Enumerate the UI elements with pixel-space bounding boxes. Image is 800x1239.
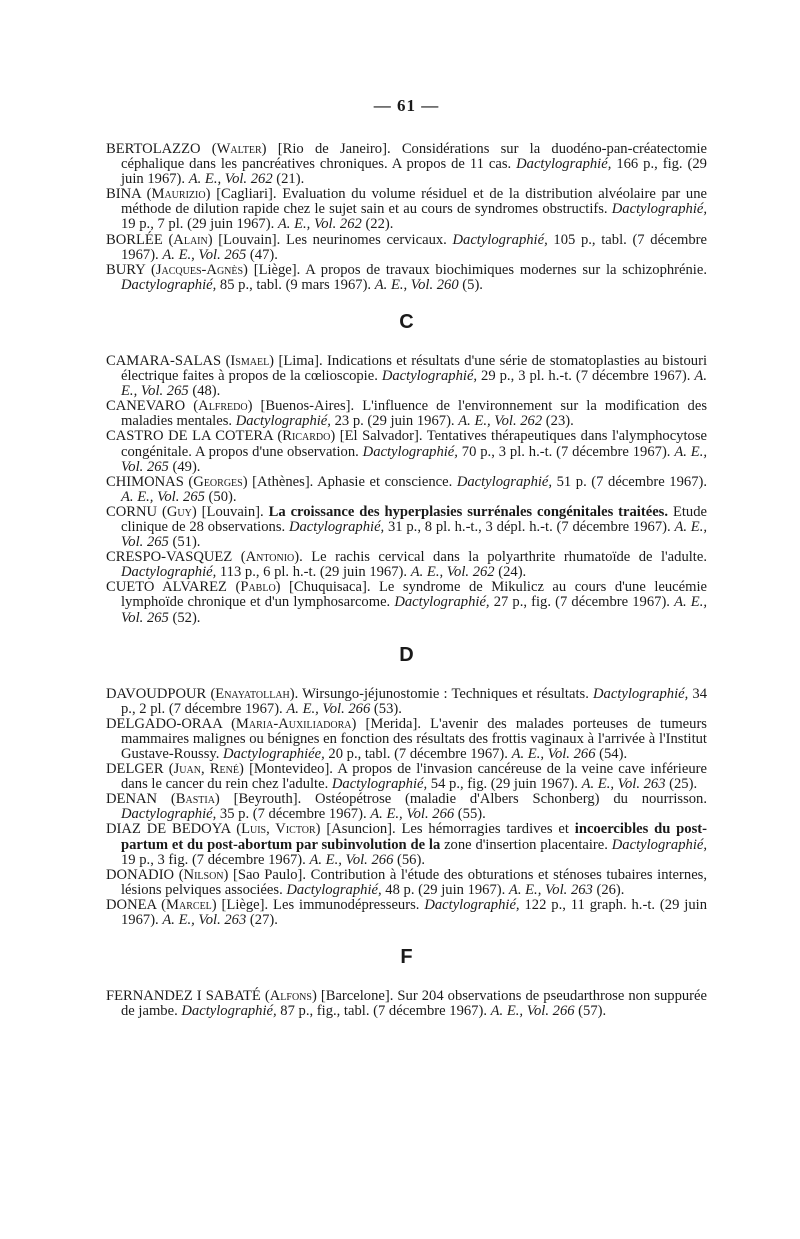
entry-text: BORLÉE (106, 231, 169, 248)
author-firstname: (Alfredo) (193, 398, 253, 415)
entry-text: (27). (246, 912, 278, 929)
author-firstname: (Enayatollah) (210, 685, 295, 702)
entry-text: 27 p., fig. (7 décembre 1967). (489, 594, 675, 611)
italic-text: Dactylographié, (331, 776, 428, 793)
bibliography-entry (106, 142, 707, 187)
entry-text: (57). (574, 1003, 607, 1020)
bibliography-entry (106, 762, 707, 792)
bibliography-list (106, 142, 707, 1019)
entry-text: [Beyrouth]. Ostéopétrose (maladie d'Albers Schonberg) du nourrisson. (219, 791, 707, 808)
entry-text: [Chuquisaca]. Le syndrome de Mikulicz au cours d'une leucémie lymphoïde chronique et d'un lymphosarcome. (121, 579, 707, 611)
entry-text: 70 p., 3 pl. h.-t. (7 décembre 1967). (457, 443, 675, 460)
entry-text: 35 p. (7 décembre 1967). (216, 806, 371, 823)
entry-text: (49). (168, 458, 201, 475)
italic-text: Dactylographié, (424, 896, 520, 913)
entry-text: [Lima]. Indications et résultats d'une série de stomatoplasties au bistouri électrique faites à propos de la cœlioscopie. (121, 352, 707, 385)
author-firstname: (Alfons) (264, 988, 317, 1005)
bibliography-entry (106, 399, 707, 429)
italic-text: Dactylographié, (181, 1003, 277, 1020)
section-letter-heading: F (400, 946, 413, 969)
bibliography-entry (106, 263, 707, 293)
entry-text: [Louvain]. Les neurinomes cervicaux. (212, 231, 453, 248)
entry-text: [Liège]. Les immunodépresseurs. (216, 896, 425, 913)
italic-text: A. E., Vol. 265 (162, 246, 247, 263)
entry-text: CUETO ALVAREZ (106, 579, 236, 596)
entry-text: zone d'insertion placentaire. (440, 836, 612, 853)
italic-text: Dactylographié, (121, 564, 217, 581)
bibliography-entry (106, 580, 707, 625)
bibliography-entry (106, 429, 707, 474)
author-firstname: (Juan, René) (168, 761, 244, 778)
entry-text: [Sao Paulo]. Contribution à l'étude des obturations et sténoses tubaires internes, lésions pelviques associées. (121, 866, 707, 898)
entry-text: 20 p., tabl. (7 décembre 1967). (324, 746, 512, 762)
italic-text: A. E., Vol. 265 (121, 594, 707, 626)
italic-text: A. E., Vol. 263 (162, 912, 247, 929)
italic-text: A. E., Vol. 263 (581, 776, 666, 793)
entry-text: 105 p., tabl. (7 décembre 1967). (121, 231, 707, 263)
italic-text: A. E., Vol. 266 (309, 851, 394, 868)
author-firstname: (Jacques-Agnès) (151, 261, 248, 278)
bibliography-entry (106, 898, 707, 928)
entry-text: 54 p., fig. (29 juin 1967). (427, 776, 582, 793)
entry-text: CRESPO-VASQUEZ (106, 549, 241, 566)
italic-text: Dactylographié, (288, 518, 385, 535)
italic-text: Dactylographié, (362, 443, 458, 460)
author-firstname: (Marcel) (161, 896, 217, 913)
entry-text: DONEA (106, 896, 162, 913)
italic-text: Dactylographié, (611, 836, 707, 853)
author-firstname: (Alain) (168, 231, 213, 248)
entry-text: DELGADO-ORAA (106, 715, 232, 732)
entry-text: CASTRO DE LA COTERA (106, 428, 278, 445)
entry-text: 166 p., fig. (29 juin 1967). (121, 156, 707, 188)
italic-text: A. E., Vol. 266 (490, 1003, 575, 1020)
entry-text: 48 p. (29 juin 1967). (381, 881, 509, 898)
italic-text: Dactylographié, (516, 156, 612, 173)
entry-text: (55). (454, 806, 486, 823)
section-c (106, 311, 707, 626)
entry-text: DONADIO (106, 866, 179, 883)
italic-text: A. E., Vol. 265 (121, 443, 707, 475)
entry-text: 51 p. (7 décembre 1967). (552, 473, 707, 490)
author-firstname: (Bastia) (170, 791, 220, 808)
entry-text: 85 p., tabl. (9 mars 1967). (216, 276, 375, 293)
entry-text: [Louvain]. (196, 503, 269, 520)
entry-text: 23 p. (29 juin 1967). (330, 413, 459, 430)
entry-text: (51). (168, 534, 201, 551)
entry-text: (25). (665, 776, 698, 793)
italic-text: A. E., Vol. 265 (121, 368, 707, 400)
entry-text: (53). (370, 700, 402, 717)
entry-text: [Merida]. L'avenir des malades porteuses de tumeurs mammaires malignes ou bénignes en fonction des résultats des frottis vaginaux à l'arrivée à l'Institut Gustave-Roussy. (121, 715, 707, 762)
entry-text: DIAZ DE BEDOYA (106, 821, 237, 838)
italic-text: A. E., Vol. 266 (370, 806, 455, 823)
italic-text: A. E., Vol. 262 (410, 564, 495, 581)
italic-text: Dactylographié, (121, 806, 217, 823)
entry-text: [Barcelone]. Sur 204 observations de pseudarthrose non suppurée de jambe. (121, 988, 707, 1020)
italic-text: Dactylographié, (452, 231, 548, 248)
entry-text: [Buenos-Aires]. L'influence de l'environnement sur la modification des maladies mentales. (121, 398, 707, 430)
author-firstname: (Maurizio) (146, 186, 211, 203)
bibliography-entry (106, 505, 707, 550)
entry-text: 19 p., 3 fig. (7 décembre 1967). (121, 851, 310, 868)
author-firstname: (Ismael) (225, 352, 275, 369)
bibliography-entry (106, 868, 707, 898)
entry-text: (54). (595, 746, 628, 762)
italic-text: Dactylographié, (593, 685, 689, 702)
author-firstname: (Walter) (211, 141, 267, 157)
italic-text: A. E., Vol. 260 (374, 276, 459, 293)
bibliography-entry (106, 550, 707, 580)
italic-text: Dactylographié, (611, 201, 707, 218)
entry-text: CORNU (106, 503, 163, 520)
author-firstname: (Nilson) (178, 866, 229, 883)
italic-text: A. E., Vol. 263 (508, 881, 593, 898)
page-number: — 61 — (373, 96, 440, 115)
italic-text: Dactylographié, (456, 473, 553, 490)
entry-text: . Wirsungo-jéjunostomie : Techniques et résultats. (294, 685, 593, 702)
author-firstname: (Antonio) (240, 549, 300, 566)
bibliography-entry (106, 989, 707, 1019)
bold-text: incoercibles du post-partum et du post-abortum par subinvolution de la (121, 821, 707, 853)
entry-text: BINA (106, 186, 147, 203)
bibliography-entry (106, 792, 707, 822)
entry-text: 31 p., 8 pl. h.-t., 3 dépl. h.-t. (7 décembre 1967). (384, 518, 675, 535)
italic-text: A. E., Vol. 266 (511, 746, 596, 762)
entry-text: (50). (204, 488, 237, 505)
entry-text: BURY (106, 261, 151, 278)
italic-text: Dactylographié, (235, 413, 331, 430)
section-f (106, 946, 707, 1019)
entry-text: 29 p., 3 pl. h.-t. (7 décembre 1967). (477, 368, 695, 385)
author-firstname: (Ricardo) (277, 428, 336, 445)
entry-text: 87 p., fig., tabl. (7 décembre 1967). (276, 1003, 491, 1020)
entry-text: (52). (168, 609, 201, 626)
section-d (106, 644, 707, 929)
entry-text: (21). (272, 171, 305, 188)
bibliography-entry (106, 717, 707, 762)
entry-text: DELGER (106, 761, 169, 778)
entry-text: [El Salvador]. Tentatives thérapeutiques dans l'alymphocytose congénitale. A propos d'une observation. (121, 428, 707, 460)
section-letter-heading: D (399, 643, 414, 666)
italic-text: A. E., Vol. 265 (121, 488, 205, 505)
bibliography-entry (106, 354, 707, 399)
entry-text: (23). (542, 413, 574, 430)
entry-text: CAMARA-SALAS (106, 352, 226, 369)
entry-text: [Liège]. A propos de travaux biochimiques modernes sur la schizophrénie. (247, 261, 707, 278)
entry-text: (48). (188, 383, 221, 400)
entry-text: [Athènes]. Aphasie et conscience. (247, 473, 457, 490)
italic-text: A. E., Vol. 262 (188, 171, 273, 188)
section-b (106, 142, 707, 293)
italic-text: A. E., Vol. 262 (458, 413, 543, 430)
entry-text: (5). (458, 276, 483, 293)
bibliography-entry (106, 687, 707, 717)
bold-text: La croissance des hyperplasies surrénales congénitales traitées. (268, 503, 669, 520)
author-firstname: (Georges) (188, 473, 248, 490)
bibliography-entry (106, 475, 707, 505)
entry-text: 34 p., 2 pl. (7 décembre 1967). (121, 685, 707, 717)
author-firstname: (Maria-Auxiliadora) (231, 715, 357, 732)
italic-text: Dactylographiée, (223, 746, 325, 762)
entry-text: DAVOUDPOUR (106, 685, 211, 702)
italic-text: A. E., Vol. 266 (286, 700, 371, 717)
bibliography-entry (106, 187, 707, 232)
entry-text: (24). (494, 564, 527, 581)
entry-text: (26). (592, 881, 625, 898)
author-firstname: (Guy) (162, 503, 197, 520)
italic-text: Dactylographié, (121, 276, 217, 293)
section-letter-heading: C (399, 310, 414, 333)
entry-text: (47). (246, 246, 278, 263)
entry-text: DENAN (106, 791, 171, 808)
entry-text: [Rio de Janeiro]. Considérations sur la duodéno-pan-créatectomie céphalique dans les pancréatives chroniques. A propos de 11 cas. (121, 141, 707, 173)
entry-text: [Asuncion]. Les hémorragies tardives et (320, 821, 575, 838)
bibliography-entry (106, 233, 707, 263)
italic-text: Dactylographié, (286, 881, 382, 898)
bibliography-entry (106, 822, 707, 867)
entry-text: CANEVARO (106, 398, 194, 415)
entry-text: BERTOLAZZO (106, 141, 212, 157)
italic-text: Dactylographié, (394, 594, 490, 611)
author-firstname: (Pablo) (235, 579, 281, 596)
author-firstname: (Luis, Victor) (236, 821, 321, 838)
entry-text: 113 p., 6 pl. h.-t. (29 juin 1967). (216, 564, 411, 581)
entry-text: [Montevideo]. A propos de l'invasion cancéreuse de la veine cave inférieure dans le cancer du rein chez l'adulte. (121, 761, 707, 793)
italic-text: A. E., Vol. 265 (121, 518, 707, 551)
entry-text: FERNANDEZ I SABATÉ (106, 988, 265, 1005)
entry-text: (56). (393, 851, 425, 868)
entry-text: CHIMONAS (106, 473, 189, 490)
entry-text: . Le rachis cervical dans la polyarthrite rhumatoïde de l'adulte. (299, 549, 707, 566)
entry-text: Etude clinique de 28 observations. (121, 503, 707, 535)
italic-text: Dactylographié, (381, 368, 478, 385)
italic-text: A. E., Vol. 262 (277, 216, 362, 233)
entry-text: 122 p., 11 graph. h.-t. (29 juin 1967). (121, 896, 707, 929)
entry-text: [Cagliari]. Evaluation du volume résiduel et de la distribution alvéolaire par une méthode de dilution rapide chez le sujet sain et au cours de syndromes obstructifs. (121, 186, 708, 218)
entry-text: (22). (361, 216, 394, 233)
entry-text: 19 p., 7 pl. (29 juin 1967). (121, 216, 278, 233)
